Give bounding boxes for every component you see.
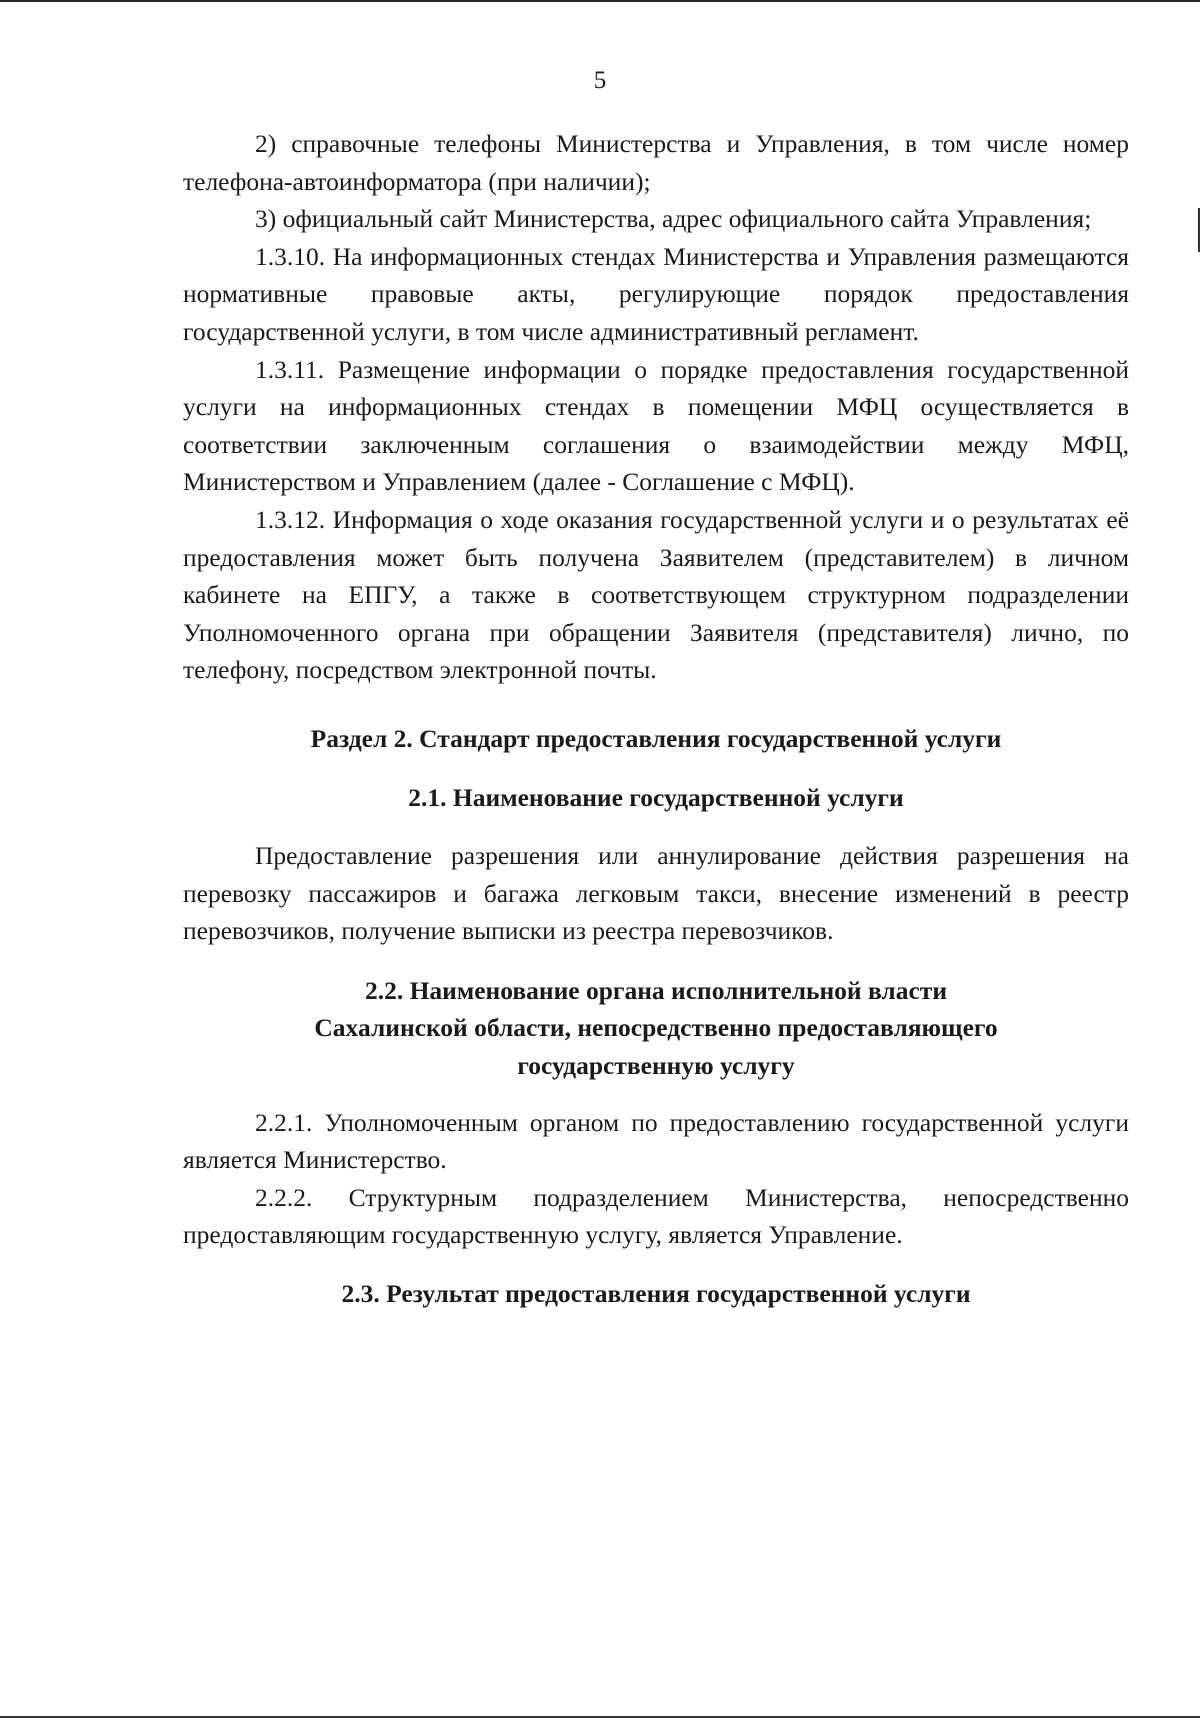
paragraph-2-2-1: 2.2.1. Уполномоченным органом по предоставлению государственной услуги является Министерство.	[183, 1107, 1129, 1175]
section-2-1-heading: 2.1. Наименование государственной услуги	[408, 782, 904, 812]
document-body	[183, 125, 1129, 1313]
paragraph-1-3-10: 1.3.10. На информационных стендах Министерства и Управления размещаются нормативные правовые акты, регулирующие порядок предоставления государственной услуги, в том числе административный регламент.	[183, 241, 1129, 346]
section-2-2-heading-line-2: Сахалинской области, непосредственно предоставляющего	[314, 1013, 998, 1043]
section-2-2-heading	[183, 972, 1129, 1085]
paragraph-1-3-11: 1.3.11. Размещение информации о порядке предоставления государственной услуги на информационных стендах в помещении МФЦ осуществляется в соответствии заключенным соглашения о взаимодействии между МФЦ, Министерством и Управлением (далее - Соглашение с МФЦ).	[183, 354, 1129, 497]
section-2-2-heading-line-1: 2.2. Наименование органа исполнительной власти	[364, 975, 948, 1005]
section-2-3-heading: 2.3. Результат предоставления государственной услуги	[341, 1279, 971, 1309]
paragraph-1-3-12: 1.3.12. Информация о ходе оказания государственной услуги и о результатах её предоставления может быть получена Заявителем (представителем) в личном кабинете на ЕПГУ, а также в соответствующем структурном подразделении Уполномоченного органа при обращении Заявителя (представителя) лично, по телефону, посредством электронной почты.	[183, 504, 1129, 685]
paragraph-2-2-2: 2.2.2. Структурным подразделением Министерства, непосредственно предоставляющим государственную услугу, является Управление.	[183, 1182, 1129, 1250]
page-number: 5	[593, 67, 607, 94]
paragraph-item-2: 2) справочные телефоны Министерства и Управления, в том числе номер телефона-автоинформатора (при наличии);	[183, 129, 1129, 196]
paragraph-item-3: 3) официальный сайт Министерства, адрес официального сайта Управления;	[255, 204, 1092, 234]
section-2-heading: Раздел 2. Стандарт предоставления государственной услуги	[310, 723, 1002, 753]
section-2-2-heading-line-3: государственную услугу	[517, 1051, 795, 1081]
scan-top-edge	[0, 0, 1200, 2]
paragraph-2-1: Предоставление разрешения или аннулирование действия разрешения на перевозку пассажиров и багажа легковым такси, внесение изменений в реестр перевозчиков, получение выписки из реестра перевозчиков.	[183, 841, 1129, 946]
